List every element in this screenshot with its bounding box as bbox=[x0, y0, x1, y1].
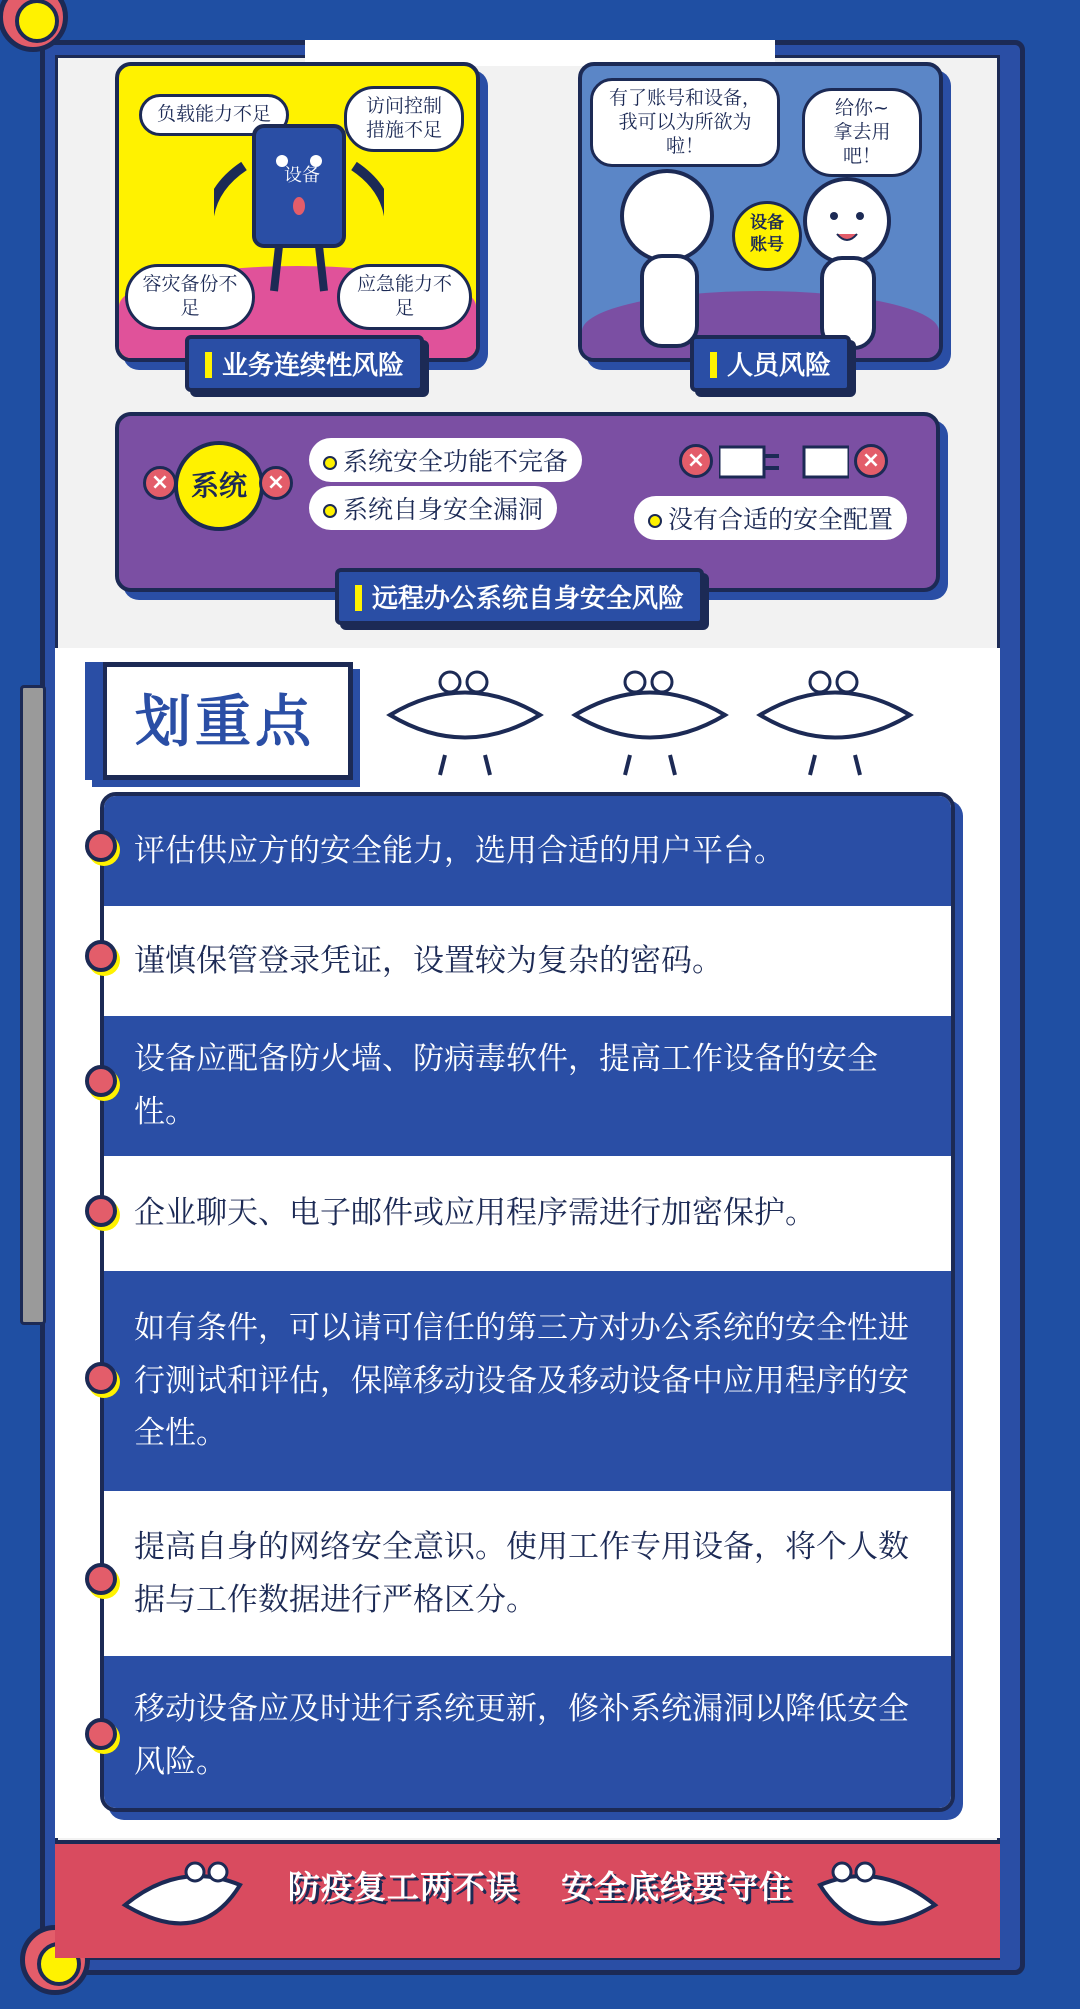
list-item-text: 提高自身的网络安全意识。使用工作专用设备，将个人数据与工作数据进行严格区分。 bbox=[134, 1528, 909, 1618]
bubble-access: 访问控制 措施不足 bbox=[344, 86, 464, 152]
bubble-misuse: 有了账号和设备， 我可以为所欲为啦！ bbox=[590, 78, 780, 167]
mask-icon bbox=[120, 1850, 250, 1950]
bullet-dot-icon bbox=[85, 1362, 117, 1394]
personnel-risk-label: 人员风险 bbox=[690, 335, 851, 392]
bullet-dot-icon bbox=[85, 1065, 117, 1097]
bullet-dot-icon bbox=[85, 1195, 117, 1227]
footer-slogan: 防疫复工两不误 安全底线要守住 bbox=[287, 1868, 793, 1906]
x-icon: × bbox=[854, 444, 888, 478]
title-accent-bar bbox=[85, 662, 107, 780]
bullet-dot-icon bbox=[85, 1718, 117, 1750]
list-item bbox=[104, 906, 951, 1016]
mask-icon bbox=[810, 1850, 940, 1950]
device-label: 设备 bbox=[284, 165, 320, 186]
bullet-dot-icon bbox=[323, 456, 337, 470]
system-risk-panel bbox=[115, 412, 940, 592]
x-icon: × bbox=[259, 466, 293, 500]
list-item-text: 如有条件，可以请可信任的第三方对办公系统的安全性进行测试和评估，保障移动设备及移动设备中应用程序的安全性。 bbox=[134, 1309, 909, 1452]
business-risk-panel bbox=[115, 62, 480, 362]
list-item-text: 设备应配备防火墙、防病毒软件，提高工作设备的安全性。 bbox=[134, 1041, 878, 1130]
system-item-2 bbox=[309, 486, 557, 530]
list-item-text: 企业聊天、电子邮件或应用程序需进行加密保护。 bbox=[134, 1195, 816, 1232]
bullet-dot-icon bbox=[85, 940, 117, 972]
list-item-text: 评估供应方的安全能力，选用合适的用户平台。 bbox=[134, 832, 785, 869]
bullet-dot-icon bbox=[648, 514, 662, 528]
x-icon: × bbox=[143, 466, 177, 500]
bubble-load: 负载能力不足 bbox=[139, 94, 289, 136]
device-character-icon bbox=[214, 106, 384, 296]
list-item bbox=[104, 1016, 951, 1156]
highlights-list bbox=[100, 792, 955, 1812]
mask-characters-icon bbox=[385, 660, 935, 780]
list-item-text: 谨慎保管登录凭证，设置较为复杂的密码。 bbox=[134, 942, 723, 979]
highlights-title: 划重点 bbox=[135, 690, 315, 755]
plug-disconnect-icon bbox=[719, 442, 849, 482]
personnel-risk-panel bbox=[578, 62, 943, 362]
system-config-text: 没有合适的安全配置 bbox=[668, 505, 894, 534]
list-item bbox=[104, 1491, 951, 1656]
bullet-dot-icon bbox=[323, 504, 337, 518]
list-item bbox=[104, 1656, 951, 1812]
system-item-1-text: 系统安全功能不完备 bbox=[343, 447, 569, 476]
system-badge: 系统 bbox=[174, 441, 264, 531]
system-risk-label: 远程办公系统自身安全风险 bbox=[335, 568, 704, 625]
system-item-2-text: 系统自身安全漏洞 bbox=[343, 495, 544, 524]
system-config-item bbox=[634, 496, 907, 540]
account-device-badge: 设备 账号 bbox=[732, 201, 802, 271]
bubble-giveaway: 给你~ 拿去用吧！ bbox=[802, 88, 922, 177]
list-item bbox=[104, 1271, 951, 1491]
list-item bbox=[104, 1156, 951, 1271]
x-icon: × bbox=[679, 444, 713, 478]
bullet-dot-icon bbox=[85, 830, 117, 862]
bubble-backup: 容灾备份不足 bbox=[125, 264, 255, 330]
business-risk-label: 业务连续性风险 bbox=[185, 335, 424, 392]
list-item bbox=[104, 796, 951, 906]
list-item-text: 移动设备应及时进行系统更新，修补系统漏洞以降低安全风险。 bbox=[134, 1691, 909, 1780]
side-handle bbox=[20, 685, 46, 1325]
system-item-1 bbox=[309, 438, 582, 482]
bullet-dot-icon bbox=[85, 1563, 117, 1595]
bubble-emergency: 应急能力不足 bbox=[337, 264, 472, 330]
